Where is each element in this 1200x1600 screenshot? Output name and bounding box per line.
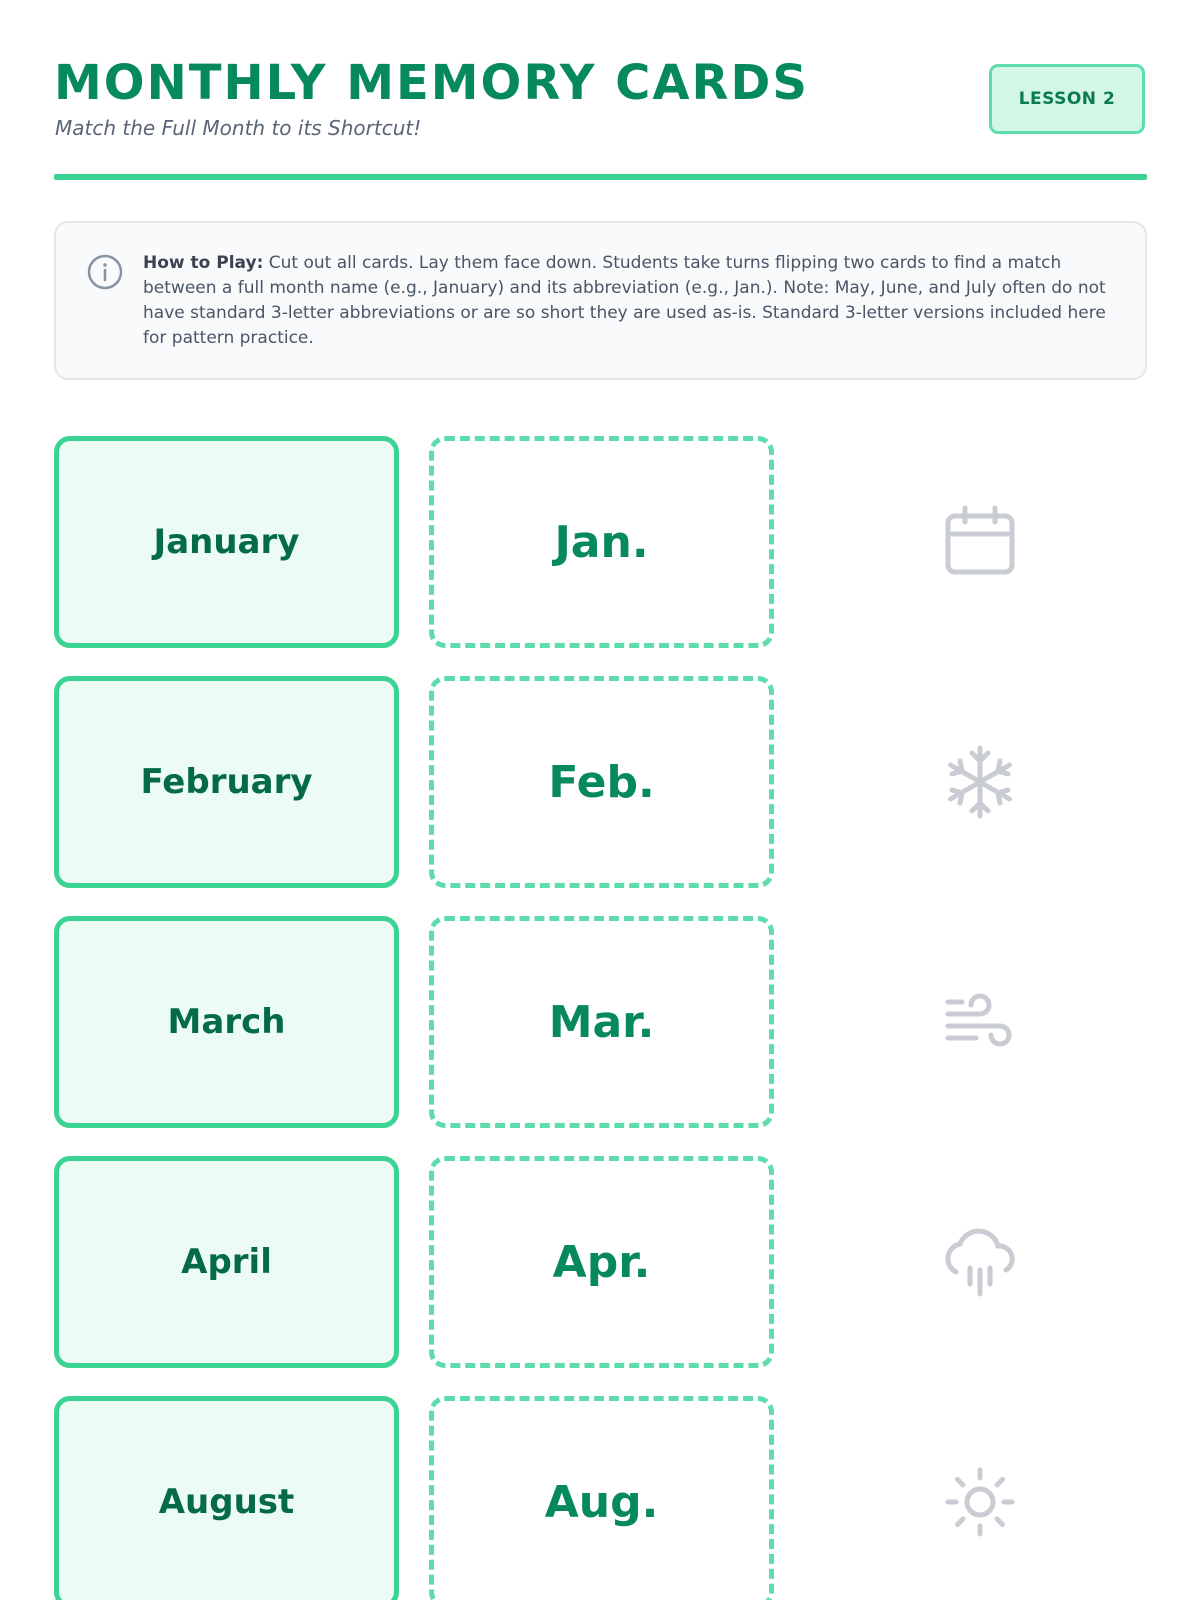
card-row <box>54 676 1147 888</box>
page-subtitle: Match the Full Month to its Shortcut! <box>55 116 422 140</box>
info-icon <box>86 253 124 291</box>
lesson-badge: LESSON 2 <box>989 64 1145 134</box>
sun-icon <box>940 1462 1020 1542</box>
abbreviation-card[interactable]: Aug. <box>429 1396 774 1600</box>
instructions-body: Cut out all cards. Lay them face down. Students take turns flipping two cards to find a match between a full month name (e.g., January) and its abbreviation (e.g., Jan.). Note: May, June, and July often do not have standard 3-letter abbreviations or are so short they are used as-is. Standard 3-letter versions included here for pattern practice. <box>143 253 1106 348</box>
abbreviation-card[interactable]: Mar. <box>429 916 774 1128</box>
abbreviation-card[interactable]: Apr. <box>429 1156 774 1368</box>
instructions-label: How to Play: <box>143 253 264 273</box>
full-month-card[interactable]: August <box>54 1396 399 1600</box>
abbreviation-card[interactable]: Jan. <box>429 436 774 648</box>
card-row <box>54 1156 1147 1368</box>
calendar-icon <box>940 502 1020 582</box>
abbreviation-card[interactable]: Feb. <box>429 676 774 888</box>
instructions-box <box>54 221 1147 380</box>
header-divider <box>54 174 1147 180</box>
full-month-card[interactable]: January <box>54 436 399 648</box>
rain-cloud-icon <box>940 1222 1020 1302</box>
card-row <box>54 436 1147 648</box>
wind-icon <box>940 982 1020 1062</box>
snowflake-icon <box>940 742 1020 822</box>
full-month-card[interactable]: March <box>54 916 399 1128</box>
card-row <box>54 916 1147 1128</box>
full-month-card[interactable]: February <box>54 676 399 888</box>
full-month-card[interactable]: April <box>54 1156 399 1368</box>
instructions-text <box>143 251 1113 351</box>
page-title: MONTHLY MEMORY CARDS <box>54 55 809 111</box>
card-row <box>54 1396 1147 1600</box>
